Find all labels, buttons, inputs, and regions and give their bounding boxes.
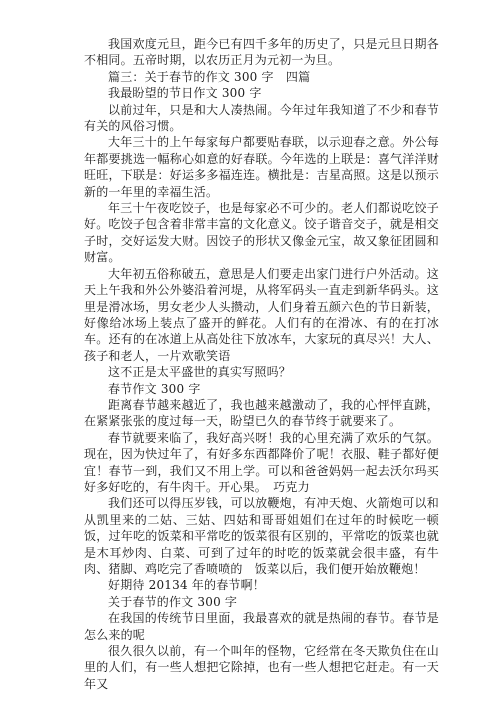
paragraph-fifth-day: 大年初五俗称破五，意思是人们要走出家门进行户外活动。这天上午我和外公外婆沿着河堤，从将军码头一直走到新华码头。这里是滑冰场，男女老少人头攒动，人们身着五颜六色的节日新装，好像给冰场上装点了盛开的鲜花。人们有的在滑冰、有的在打冰车。还有的在冰道上从高处往下放冰车，大家玩的真尽兴！大人、孩子和老人，一片欢歌笑语 [84, 266, 439, 363]
paragraph-dumplings: 年三十午夜吃饺子，也是每家必不可少的。老人们都说吃饺子好。吃饺子包含着非常丰富的文化意义。饺子谐音交子，就是相交子时，交好运发大财。因饺子的形状又像金元宝，故又象征团圆和财富。 [84, 201, 439, 265]
document-body [84, 36, 439, 692]
essay-title-favorite-festival: 我最盼望的节日作文 300 字 [108, 86, 262, 101]
paragraph-approaching: 距离春节越来越近了，我也越来越激动了，我的心怦怦直跳，在紧紧张张的度过每一天，盼望已久的春节终于就要来了。 [84, 397, 439, 429]
essay-title-about-spring-festival: 关于春节的作文 300 字 [108, 594, 238, 609]
paragraph-looking-forward: 好期待 20134 年的春节啊！ [108, 578, 266, 593]
essay-title-spring-festival: 春节作文 300 字 [108, 381, 201, 396]
paragraph-origin-new-year: 我国欢度元旦，距今已有四千多年的历史了，只是元旦日期各不相同。五帝时期，以农历正月为元初一为旦。 [84, 37, 439, 68]
paragraph-lucky-money: 我们还可以得压岁钱，可以放鞭炮，有冲天炮、火箭炮可以和从凯里来的二姑、三姑、四姑和哥哥姐姐们在过年的时候吃一顿饭，过年吃的饭菜和平常吃的饭菜很有区别的，平常吃的饭菜也就是木耳炒肉、白菜、可到了过年的时吃的饭菜就会很丰盛，有牛肉、猪脚、鸡吃完了香喷喷的 饭菜以后，我们便开始放鞭炮！ [84, 496, 439, 576]
paragraph-peaceful-times: 这不正是太平盛世的真实写照吗？ [108, 365, 292, 380]
paragraph-couplets: 大年三十的上午每家每户都要贴春联，以示迎春之意。外公每年都要挑选一幅称心如意的好春联。今年选的上联是：喜气洋洋财旺旺，下联是：好运多多福连连。横批是：吉星高照。这是以预示新的一年里的幸福生活。 [84, 135, 439, 199]
section-heading-part-three: 篇三：关于春节的作文 300 字 四篇 [108, 69, 311, 84]
paragraph-legend: 很久很久以前，有一个叫年的怪物，它经常在冬天欺负住在山里的人们，有一些人想把它除掉，也有一些人想把它赶走。有一天年又 [84, 644, 439, 691]
paragraph-happy: 春节就要来临了，我好高兴呀！我的心里充满了欢乐的气氛。现在，因为快过年了，有好多东西都降价了呢！衣服、鞋子都好便宜！春节一到，我们又不用上学。可以和爸爸妈妈一起去沃尔玛买好多好吃的，有牛肉干。开心果。 巧克力 [84, 430, 439, 494]
paragraph-past-new-year: 以前过年，只是和大人凑热闹。今年过年我知道了不少和春节有关的风俗习惯。 [84, 102, 439, 134]
paragraph-traditional: 在我国的传统节日里面，我最喜欢的就是热闹的春节。春节是怎么来的呢 [84, 611, 439, 642]
